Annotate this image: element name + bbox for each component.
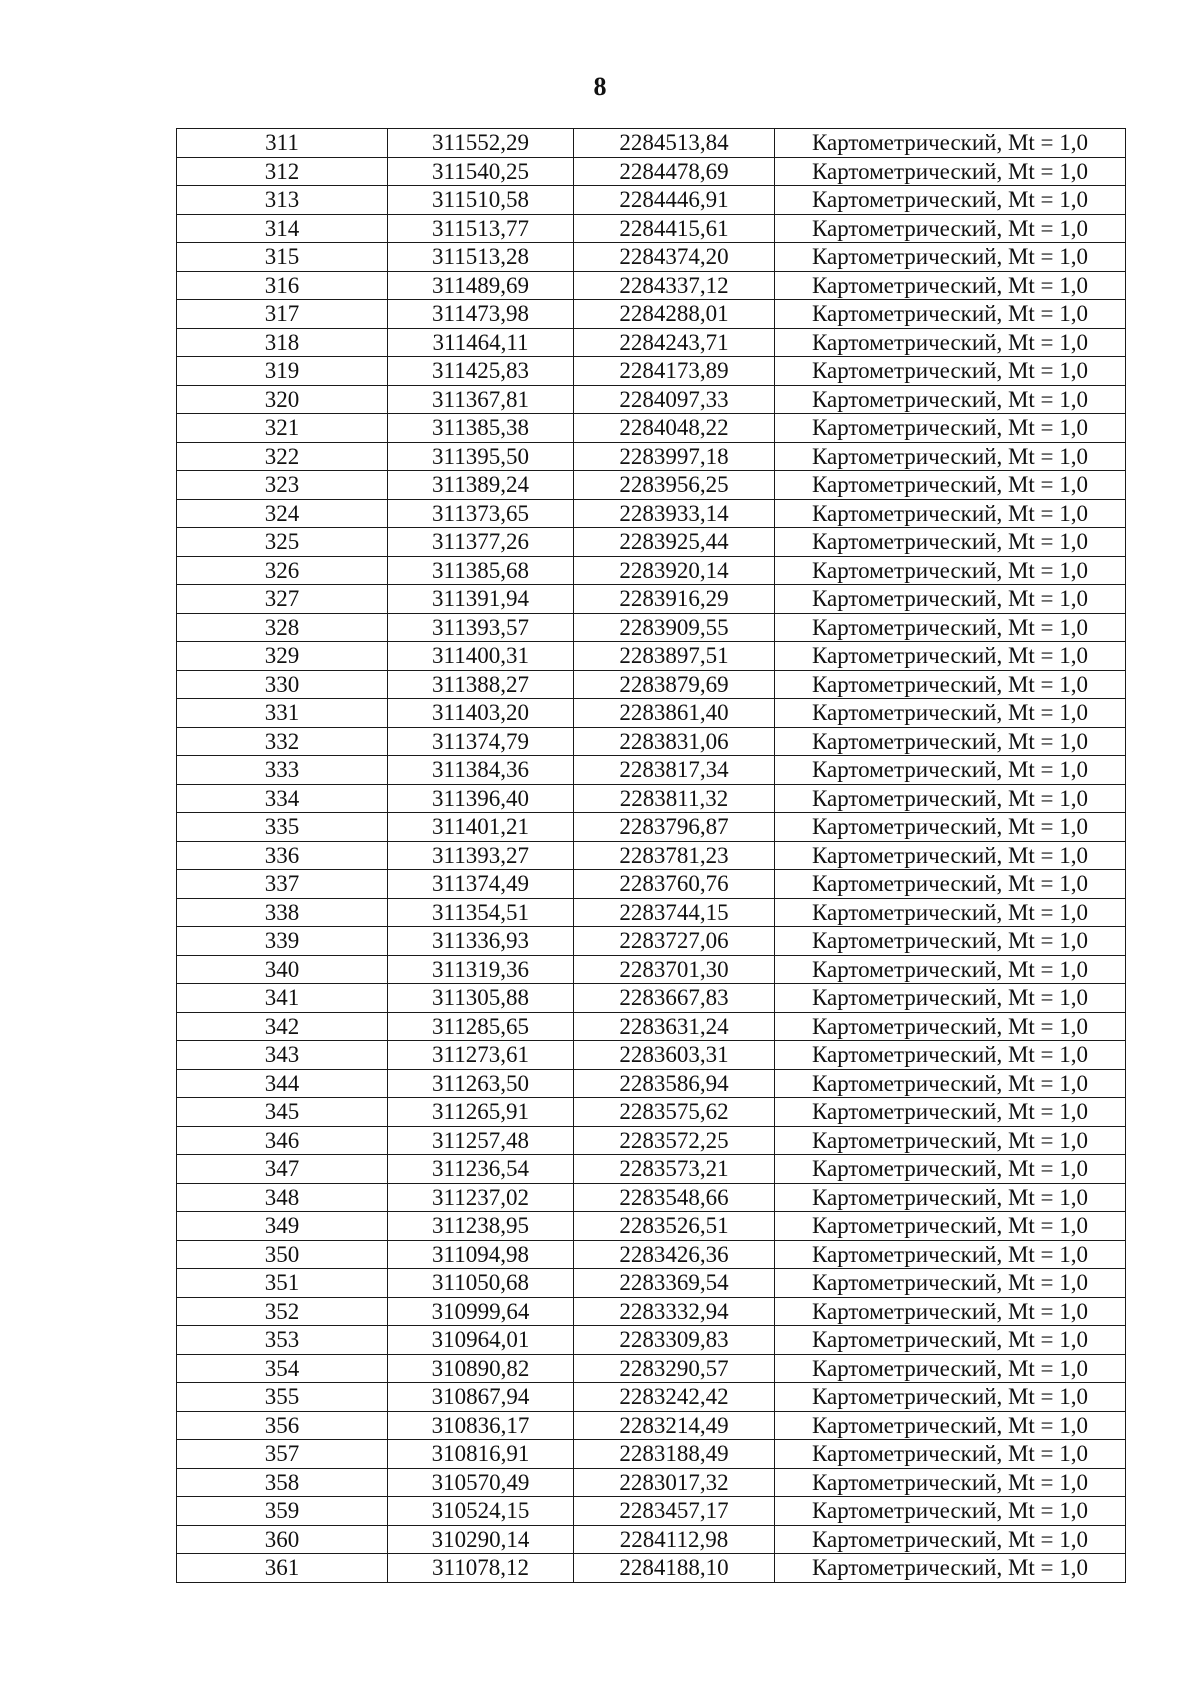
table-row xyxy=(177,1269,1126,1298)
method-cell: Картометрический, Mt = 1,0 xyxy=(775,756,1126,785)
table-row xyxy=(177,1126,1126,1155)
method-cell: Картометрический, Mt = 1,0 xyxy=(775,556,1126,585)
method-cell: Картометрический, Mt = 1,0 xyxy=(775,727,1126,756)
method-cell: Картометрический, Mt = 1,0 xyxy=(775,414,1126,443)
y-coordinate-cell: 2284112,98 xyxy=(574,1525,775,1554)
method-cell: Картометрический, Mt = 1,0 xyxy=(775,1183,1126,1212)
table-row xyxy=(177,841,1126,870)
point-number-cell: 316 xyxy=(177,271,388,300)
x-coordinate-cell: 311403,20 xyxy=(388,699,574,728)
point-number-cell: 326 xyxy=(177,556,388,585)
table-row xyxy=(177,585,1126,614)
point-number-cell: 315 xyxy=(177,243,388,272)
y-coordinate-cell: 2283879,69 xyxy=(574,670,775,699)
point-number-cell: 340 xyxy=(177,955,388,984)
table-row xyxy=(177,1411,1126,1440)
method-cell: Картометрический, Mt = 1,0 xyxy=(775,271,1126,300)
y-coordinate-cell: 2283760,76 xyxy=(574,870,775,899)
table-row xyxy=(177,784,1126,813)
table-row xyxy=(177,699,1126,728)
method-cell: Картометрический, Mt = 1,0 xyxy=(775,328,1126,357)
table-row xyxy=(177,328,1126,357)
table-row xyxy=(177,1468,1126,1497)
method-cell: Картометрический, Mt = 1,0 xyxy=(775,642,1126,671)
y-coordinate-cell: 2284097,33 xyxy=(574,385,775,414)
method-cell: Картометрический, Mt = 1,0 xyxy=(775,955,1126,984)
x-coordinate-cell: 311374,49 xyxy=(388,870,574,899)
method-cell: Картометрический, Mt = 1,0 xyxy=(775,927,1126,956)
x-coordinate-cell: 311396,40 xyxy=(388,784,574,813)
y-coordinate-cell: 2283997,18 xyxy=(574,442,775,471)
x-coordinate-cell: 311373,65 xyxy=(388,499,574,528)
y-coordinate-cell: 2284415,61 xyxy=(574,214,775,243)
point-number-cell: 335 xyxy=(177,813,388,842)
method-cell: Картометрический, Mt = 1,0 xyxy=(775,243,1126,272)
table-row xyxy=(177,499,1126,528)
method-cell: Картометрический, Mt = 1,0 xyxy=(775,1326,1126,1355)
x-coordinate-cell: 311367,81 xyxy=(388,385,574,414)
point-number-cell: 327 xyxy=(177,585,388,614)
point-number-cell: 343 xyxy=(177,1041,388,1070)
x-coordinate-cell: 311385,68 xyxy=(388,556,574,585)
method-cell: Картометрический, Mt = 1,0 xyxy=(775,471,1126,500)
y-coordinate-cell: 2283933,14 xyxy=(574,499,775,528)
y-coordinate-cell: 2283548,66 xyxy=(574,1183,775,1212)
point-number-cell: 336 xyxy=(177,841,388,870)
y-coordinate-cell: 2283701,30 xyxy=(574,955,775,984)
method-cell: Картометрический, Mt = 1,0 xyxy=(775,385,1126,414)
x-coordinate-cell: 311513,28 xyxy=(388,243,574,272)
point-number-cell: 358 xyxy=(177,1468,388,1497)
method-cell: Картометрический, Mt = 1,0 xyxy=(775,1468,1126,1497)
table-row xyxy=(177,613,1126,642)
x-coordinate-cell: 311385,38 xyxy=(388,414,574,443)
method-cell: Картометрический, Mt = 1,0 xyxy=(775,1497,1126,1526)
point-number-cell: 337 xyxy=(177,870,388,899)
table-row xyxy=(177,528,1126,557)
x-coordinate-cell: 310816,91 xyxy=(388,1440,574,1469)
y-coordinate-cell: 2284048,22 xyxy=(574,414,775,443)
y-coordinate-cell: 2284173,89 xyxy=(574,357,775,386)
method-cell: Картометрический, Mt = 1,0 xyxy=(775,1383,1126,1412)
point-number-cell: 361 xyxy=(177,1554,388,1583)
method-cell: Картометрический, Mt = 1,0 xyxy=(775,1240,1126,1269)
y-coordinate-cell: 2283897,51 xyxy=(574,642,775,671)
y-coordinate-cell: 2283188,49 xyxy=(574,1440,775,1469)
table-row xyxy=(177,471,1126,500)
y-coordinate-cell: 2284478,69 xyxy=(574,157,775,186)
point-number-cell: 359 xyxy=(177,1497,388,1526)
x-coordinate-cell: 310890,82 xyxy=(388,1354,574,1383)
y-coordinate-cell: 2283631,24 xyxy=(574,1012,775,1041)
x-coordinate-cell: 311384,36 xyxy=(388,756,574,785)
table-row xyxy=(177,1069,1126,1098)
x-coordinate-cell: 311377,26 xyxy=(388,528,574,557)
y-coordinate-cell: 2284243,71 xyxy=(574,328,775,357)
point-number-cell: 314 xyxy=(177,214,388,243)
page-number: 8 xyxy=(593,72,607,101)
point-number-cell: 321 xyxy=(177,414,388,443)
y-coordinate-cell: 2283332,94 xyxy=(574,1297,775,1326)
method-cell: Картометрический, Mt = 1,0 xyxy=(775,1411,1126,1440)
y-coordinate-cell: 2283831,06 xyxy=(574,727,775,756)
point-number-cell: 325 xyxy=(177,528,388,557)
x-coordinate-cell: 311540,25 xyxy=(388,157,574,186)
table-row xyxy=(177,1012,1126,1041)
method-cell: Картометрический, Mt = 1,0 xyxy=(775,813,1126,842)
point-number-cell: 320 xyxy=(177,385,388,414)
method-cell: Картометрический, Mt = 1,0 xyxy=(775,699,1126,728)
point-number-cell: 345 xyxy=(177,1098,388,1127)
y-coordinate-cell: 2284288,01 xyxy=(574,300,775,329)
point-number-cell: 352 xyxy=(177,1297,388,1326)
y-coordinate-cell: 2283369,54 xyxy=(574,1269,775,1298)
y-coordinate-cell: 2283727,06 xyxy=(574,927,775,956)
table-row xyxy=(177,186,1126,215)
x-coordinate-cell: 311354,51 xyxy=(388,898,574,927)
x-coordinate-cell: 311094,98 xyxy=(388,1240,574,1269)
table-row xyxy=(177,414,1126,443)
method-cell: Картометрический, Mt = 1,0 xyxy=(775,1098,1126,1127)
table-row xyxy=(177,955,1126,984)
coordinates-table xyxy=(176,128,1126,1583)
table-row xyxy=(177,1554,1126,1583)
coordinates-table-body xyxy=(177,129,1126,1583)
point-number-cell: 329 xyxy=(177,642,388,671)
x-coordinate-cell: 311265,91 xyxy=(388,1098,574,1127)
method-cell: Картометрический, Mt = 1,0 xyxy=(775,1212,1126,1241)
table-row xyxy=(177,214,1126,243)
point-number-cell: 357 xyxy=(177,1440,388,1469)
method-cell: Картометрический, Mt = 1,0 xyxy=(775,1297,1126,1326)
table-row xyxy=(177,1297,1126,1326)
x-coordinate-cell: 311319,36 xyxy=(388,955,574,984)
method-cell: Картометрический, Mt = 1,0 xyxy=(775,214,1126,243)
table-row xyxy=(177,1041,1126,1070)
method-cell: Картометрический, Mt = 1,0 xyxy=(775,129,1126,158)
method-cell: Картометрический, Mt = 1,0 xyxy=(775,157,1126,186)
table-row xyxy=(177,1440,1126,1469)
point-number-cell: 330 xyxy=(177,670,388,699)
y-coordinate-cell: 2283916,29 xyxy=(574,585,775,614)
x-coordinate-cell: 310836,17 xyxy=(388,1411,574,1440)
method-cell: Картометрический, Mt = 1,0 xyxy=(775,784,1126,813)
method-cell: Картометрический, Mt = 1,0 xyxy=(775,1126,1126,1155)
method-cell: Картометрический, Mt = 1,0 xyxy=(775,1554,1126,1583)
x-coordinate-cell: 311513,77 xyxy=(388,214,574,243)
method-cell: Картометрический, Mt = 1,0 xyxy=(775,984,1126,1013)
point-number-cell: 351 xyxy=(177,1269,388,1298)
table-row xyxy=(177,1354,1126,1383)
point-number-cell: 346 xyxy=(177,1126,388,1155)
point-number-cell: 324 xyxy=(177,499,388,528)
y-coordinate-cell: 2283781,23 xyxy=(574,841,775,870)
table-row xyxy=(177,642,1126,671)
point-number-cell: 322 xyxy=(177,442,388,471)
y-coordinate-cell: 2283572,25 xyxy=(574,1126,775,1155)
x-coordinate-cell: 311305,88 xyxy=(388,984,574,1013)
point-number-cell: 350 xyxy=(177,1240,388,1269)
method-cell: Картометрический, Mt = 1,0 xyxy=(775,613,1126,642)
table-row xyxy=(177,1240,1126,1269)
method-cell: Картометрический, Mt = 1,0 xyxy=(775,898,1126,927)
y-coordinate-cell: 2283956,25 xyxy=(574,471,775,500)
table-row xyxy=(177,870,1126,899)
table-row xyxy=(177,157,1126,186)
method-cell: Картометрический, Mt = 1,0 xyxy=(775,1012,1126,1041)
x-coordinate-cell: 311336,93 xyxy=(388,927,574,956)
y-coordinate-cell: 2283861,40 xyxy=(574,699,775,728)
x-coordinate-cell: 311395,50 xyxy=(388,442,574,471)
table-row xyxy=(177,442,1126,471)
table-row xyxy=(177,243,1126,272)
y-coordinate-cell: 2284337,12 xyxy=(574,271,775,300)
method-cell: Картометрический, Mt = 1,0 xyxy=(775,1069,1126,1098)
x-coordinate-cell: 311393,27 xyxy=(388,841,574,870)
y-coordinate-cell: 2283242,42 xyxy=(574,1383,775,1412)
point-number-cell: 342 xyxy=(177,1012,388,1041)
y-coordinate-cell: 2283457,17 xyxy=(574,1497,775,1526)
x-coordinate-cell: 310964,01 xyxy=(388,1326,574,1355)
y-coordinate-cell: 2283811,32 xyxy=(574,784,775,813)
x-coordinate-cell: 311389,24 xyxy=(388,471,574,500)
x-coordinate-cell: 311391,94 xyxy=(388,585,574,614)
method-cell: Картометрический, Mt = 1,0 xyxy=(775,670,1126,699)
x-coordinate-cell: 311236,54 xyxy=(388,1155,574,1184)
point-number-cell: 355 xyxy=(177,1383,388,1412)
point-number-cell: 311 xyxy=(177,129,388,158)
y-coordinate-cell: 2283573,21 xyxy=(574,1155,775,1184)
y-coordinate-cell: 2283309,83 xyxy=(574,1326,775,1355)
method-cell: Картометрический, Mt = 1,0 xyxy=(775,528,1126,557)
y-coordinate-cell: 2283214,49 xyxy=(574,1411,775,1440)
y-coordinate-cell: 2283817,34 xyxy=(574,756,775,785)
point-number-cell: 356 xyxy=(177,1411,388,1440)
method-cell: Картометрический, Mt = 1,0 xyxy=(775,300,1126,329)
point-number-cell: 313 xyxy=(177,186,388,215)
x-coordinate-cell: 311400,31 xyxy=(388,642,574,671)
y-coordinate-cell: 2283920,14 xyxy=(574,556,775,585)
point-number-cell: 360 xyxy=(177,1525,388,1554)
point-number-cell: 312 xyxy=(177,157,388,186)
point-number-cell: 319 xyxy=(177,357,388,386)
method-cell: Картометрический, Mt = 1,0 xyxy=(775,870,1126,899)
y-coordinate-cell: 2284513,84 xyxy=(574,129,775,158)
method-cell: Картометрический, Mt = 1,0 xyxy=(775,585,1126,614)
table-row xyxy=(177,129,1126,158)
y-coordinate-cell: 2284374,20 xyxy=(574,243,775,272)
table-row xyxy=(177,756,1126,785)
table-row xyxy=(177,556,1126,585)
method-cell: Картометрический, Mt = 1,0 xyxy=(775,1041,1126,1070)
table-row xyxy=(177,898,1126,927)
x-coordinate-cell: 311464,11 xyxy=(388,328,574,357)
method-cell: Картометрический, Mt = 1,0 xyxy=(775,442,1126,471)
y-coordinate-cell: 2283526,51 xyxy=(574,1212,775,1241)
table-row xyxy=(177,1183,1126,1212)
method-cell: Картометрический, Mt = 1,0 xyxy=(775,357,1126,386)
table-row xyxy=(177,1155,1126,1184)
y-coordinate-cell: 2283575,62 xyxy=(574,1098,775,1127)
x-coordinate-cell: 310570,49 xyxy=(388,1468,574,1497)
table-row xyxy=(177,385,1126,414)
x-coordinate-cell: 311374,79 xyxy=(388,727,574,756)
y-coordinate-cell: 2283925,44 xyxy=(574,528,775,557)
table-row xyxy=(177,1326,1126,1355)
x-coordinate-cell: 311425,83 xyxy=(388,357,574,386)
point-number-cell: 341 xyxy=(177,984,388,1013)
point-number-cell: 323 xyxy=(177,471,388,500)
point-number-cell: 349 xyxy=(177,1212,388,1241)
point-number-cell: 334 xyxy=(177,784,388,813)
point-number-cell: 344 xyxy=(177,1069,388,1098)
x-coordinate-cell: 310524,15 xyxy=(388,1497,574,1526)
x-coordinate-cell: 311237,02 xyxy=(388,1183,574,1212)
point-number-cell: 331 xyxy=(177,699,388,728)
point-number-cell: 354 xyxy=(177,1354,388,1383)
table-row xyxy=(177,984,1126,1013)
x-coordinate-cell: 311263,50 xyxy=(388,1069,574,1098)
point-number-cell: 332 xyxy=(177,727,388,756)
method-cell: Картометрический, Mt = 1,0 xyxy=(775,1525,1126,1554)
x-coordinate-cell: 311393,57 xyxy=(388,613,574,642)
table-row xyxy=(177,1212,1126,1241)
x-coordinate-cell: 310867,94 xyxy=(388,1383,574,1412)
point-number-cell: 347 xyxy=(177,1155,388,1184)
table-row xyxy=(177,300,1126,329)
x-coordinate-cell: 310290,14 xyxy=(388,1525,574,1554)
point-number-cell: 318 xyxy=(177,328,388,357)
x-coordinate-cell: 311401,21 xyxy=(388,813,574,842)
table-row xyxy=(177,271,1126,300)
y-coordinate-cell: 2283667,83 xyxy=(574,984,775,1013)
point-number-cell: 328 xyxy=(177,613,388,642)
table-row xyxy=(177,727,1126,756)
point-number-cell: 338 xyxy=(177,898,388,927)
y-coordinate-cell: 2283744,15 xyxy=(574,898,775,927)
point-number-cell: 317 xyxy=(177,300,388,329)
x-coordinate-cell: 311273,61 xyxy=(388,1041,574,1070)
x-coordinate-cell: 311285,65 xyxy=(388,1012,574,1041)
table-row xyxy=(177,813,1126,842)
method-cell: Картометрический, Mt = 1,0 xyxy=(775,1155,1126,1184)
method-cell: Картометрический, Mt = 1,0 xyxy=(775,499,1126,528)
method-cell: Картометрический, Mt = 1,0 xyxy=(775,1354,1126,1383)
table-row xyxy=(177,1497,1126,1526)
y-coordinate-cell: 2283290,57 xyxy=(574,1354,775,1383)
method-cell: Картометрический, Mt = 1,0 xyxy=(775,186,1126,215)
x-coordinate-cell: 311078,12 xyxy=(388,1554,574,1583)
table-row xyxy=(177,670,1126,699)
x-coordinate-cell: 311050,68 xyxy=(388,1269,574,1298)
y-coordinate-cell: 2283586,94 xyxy=(574,1069,775,1098)
y-coordinate-cell: 2283603,31 xyxy=(574,1041,775,1070)
point-number-cell: 333 xyxy=(177,756,388,785)
x-coordinate-cell: 311473,98 xyxy=(388,300,574,329)
table-row xyxy=(177,357,1126,386)
table-row xyxy=(177,1098,1126,1127)
method-cell: Картометрический, Mt = 1,0 xyxy=(775,1440,1126,1469)
y-coordinate-cell: 2283426,36 xyxy=(574,1240,775,1269)
point-number-cell: 339 xyxy=(177,927,388,956)
point-number-cell: 353 xyxy=(177,1326,388,1355)
x-coordinate-cell: 311489,69 xyxy=(388,271,574,300)
x-coordinate-cell: 310999,64 xyxy=(388,1297,574,1326)
x-coordinate-cell: 311510,58 xyxy=(388,186,574,215)
y-coordinate-cell: 2284188,10 xyxy=(574,1554,775,1583)
table-row xyxy=(177,1525,1126,1554)
method-cell: Картометрический, Mt = 1,0 xyxy=(775,1269,1126,1298)
table-row xyxy=(177,1383,1126,1412)
y-coordinate-cell: 2283017,32 xyxy=(574,1468,775,1497)
y-coordinate-cell: 2283909,55 xyxy=(574,613,775,642)
x-coordinate-cell: 311238,95 xyxy=(388,1212,574,1241)
method-cell: Картометрический, Mt = 1,0 xyxy=(775,841,1126,870)
x-coordinate-cell: 311388,27 xyxy=(388,670,574,699)
point-number-cell: 348 xyxy=(177,1183,388,1212)
x-coordinate-cell: 311257,48 xyxy=(388,1126,574,1155)
x-coordinate-cell: 311552,29 xyxy=(388,129,574,158)
y-coordinate-cell: 2283796,87 xyxy=(574,813,775,842)
table-row xyxy=(177,927,1126,956)
y-coordinate-cell: 2284446,91 xyxy=(574,186,775,215)
